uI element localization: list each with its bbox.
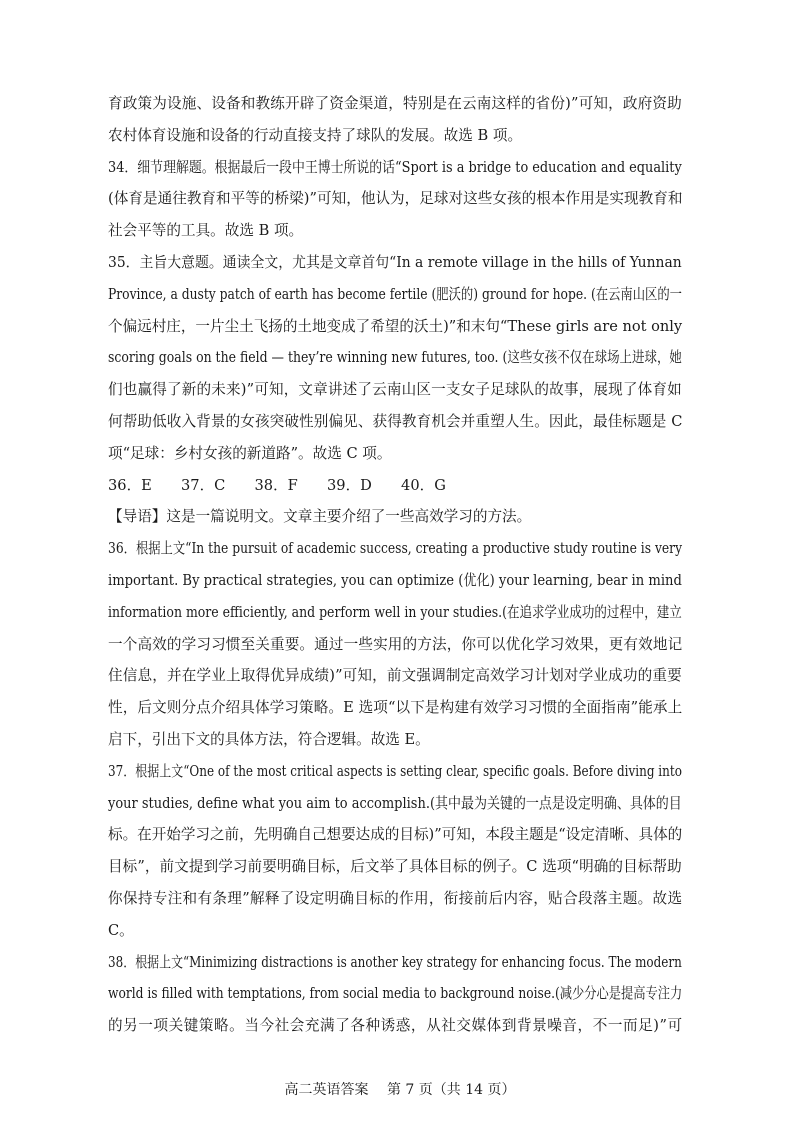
text-line: 【导语】这是一篇说明文。文章主要介绍了一些高效学习的方法。 [108, 508, 532, 526]
text-line: 38．根据上文“Minimizing distractions is another key strategy for enhancing focus. The modern [108, 953, 682, 971]
text-line: 社会平等的工具。故选 B 项。 [108, 222, 304, 240]
text-line: your studies, define what you aim to accomplish.(其中最为关键的一点是设定明确、具体的目 [108, 794, 682, 812]
text-line: 育政策为设施、设备和教练开辟了资金渠道，特别是在云南这样的省份)”可知，政府资助 [108, 95, 682, 112]
text-line: 37．根据上文“One of the most critical aspects is setting clear, specific goals. Before diving into [108, 762, 682, 780]
text-line: C。 [108, 921, 134, 939]
text-line: 一个高效的学习习惯至关重要。通过一些实用的方法，你可以优化学习效果，更有效地记 [108, 635, 683, 653]
text-line: 标。在开始学习之前，先明确自己想要达成的目标)”可知，本段主题是“设定清晰、具体的 [108, 826, 683, 844]
text-line: 36．E 37．C 38．F 39．D 40．G [108, 476, 446, 494]
text-line: information more efficiently, and perform well in your studies.(在追求学业成功的过程中，建立 [108, 603, 682, 621]
text-line: 何帮助低收入背景的女孩突破性别偏见、获得教育机会并重塑人生。因此，最佳标题是 C [108, 413, 683, 430]
text-line: 目标”，前文提到学习前要明确目标，后文举了具体目标的例子。C 选项“明确的目标帮助 [108, 858, 682, 876]
text-line: 住信息，并在学业上取得优异成绩)”可知，前文强调制定高效学习计划对学业成功的重要 [108, 667, 682, 685]
text-line: 36．根据上文“In the pursuit of academic success, creating a productive study routine is very [108, 540, 683, 558]
text-line: Province, a dusty patch of earth has become fertile (肥沃的) ground for hope. (在云南山区的一 [108, 285, 683, 303]
text-line: scoring goals on the field — they’re winning new futures, too. (这些女孩不仅在球场上进球，她 [108, 349, 682, 367]
text-line: 35．主旨大意题。通读全文，尤其是文章首句“In a remote village in the hills of Yunnan [108, 254, 682, 271]
text-line: (体育是通往教育和平等的桥梁)”可知，他认为，足球对这些女孩的根本作用是实现教育和 [108, 190, 683, 208]
text-line: important. By practical strategies, you can optimize (优化) your learning, bear in mind [108, 572, 682, 589]
text-line: 启下，引出下文的具体方法，符合逻辑。故选 E。 [108, 731, 430, 748]
text-line: 性，后文则分点介绍具体学习策略。E 选项“以下是构建有效学习习惯的全面指南”能承上 [108, 699, 683, 717]
text-line: 的另一项关键策略。当今社会充满了各种诱惑，从社交媒体到背景噪音，不一而足)”可 [108, 1017, 683, 1035]
text-line: 项“足球：乡村女孩的新道路”。故选 C 项。 [108, 444, 392, 462]
text-line: 们也赢得了新的未来)”可知，文章讲述了云南山区一支女子足球队的故事，展现了体育如 [108, 381, 682, 399]
text-line: 你保持专注和有条理”解释了设定明确目标的作用，衔接前后内容，贴合段落主题。故选 [108, 890, 683, 907]
page-footer: 高二英语答案 第 7 页（共 14 页） [284, 1082, 516, 1098]
text-line: 农村体育设施和设备的行动直接支持了球队的发展。故选 B 项。 [108, 126, 523, 144]
text-line: 个偏远村庄，一片尘土飞扬的土地变成了希望的沃土)”和末句“These girls are not only [108, 317, 683, 335]
text-line: 34．细节理解题。根据最后一段中王博士所说的话“Sport is a bridge to education and equality [108, 158, 682, 176]
text-line: world is filled with temptations, from social media to background noise.(减少分心是提高专注力 [108, 985, 683, 1003]
